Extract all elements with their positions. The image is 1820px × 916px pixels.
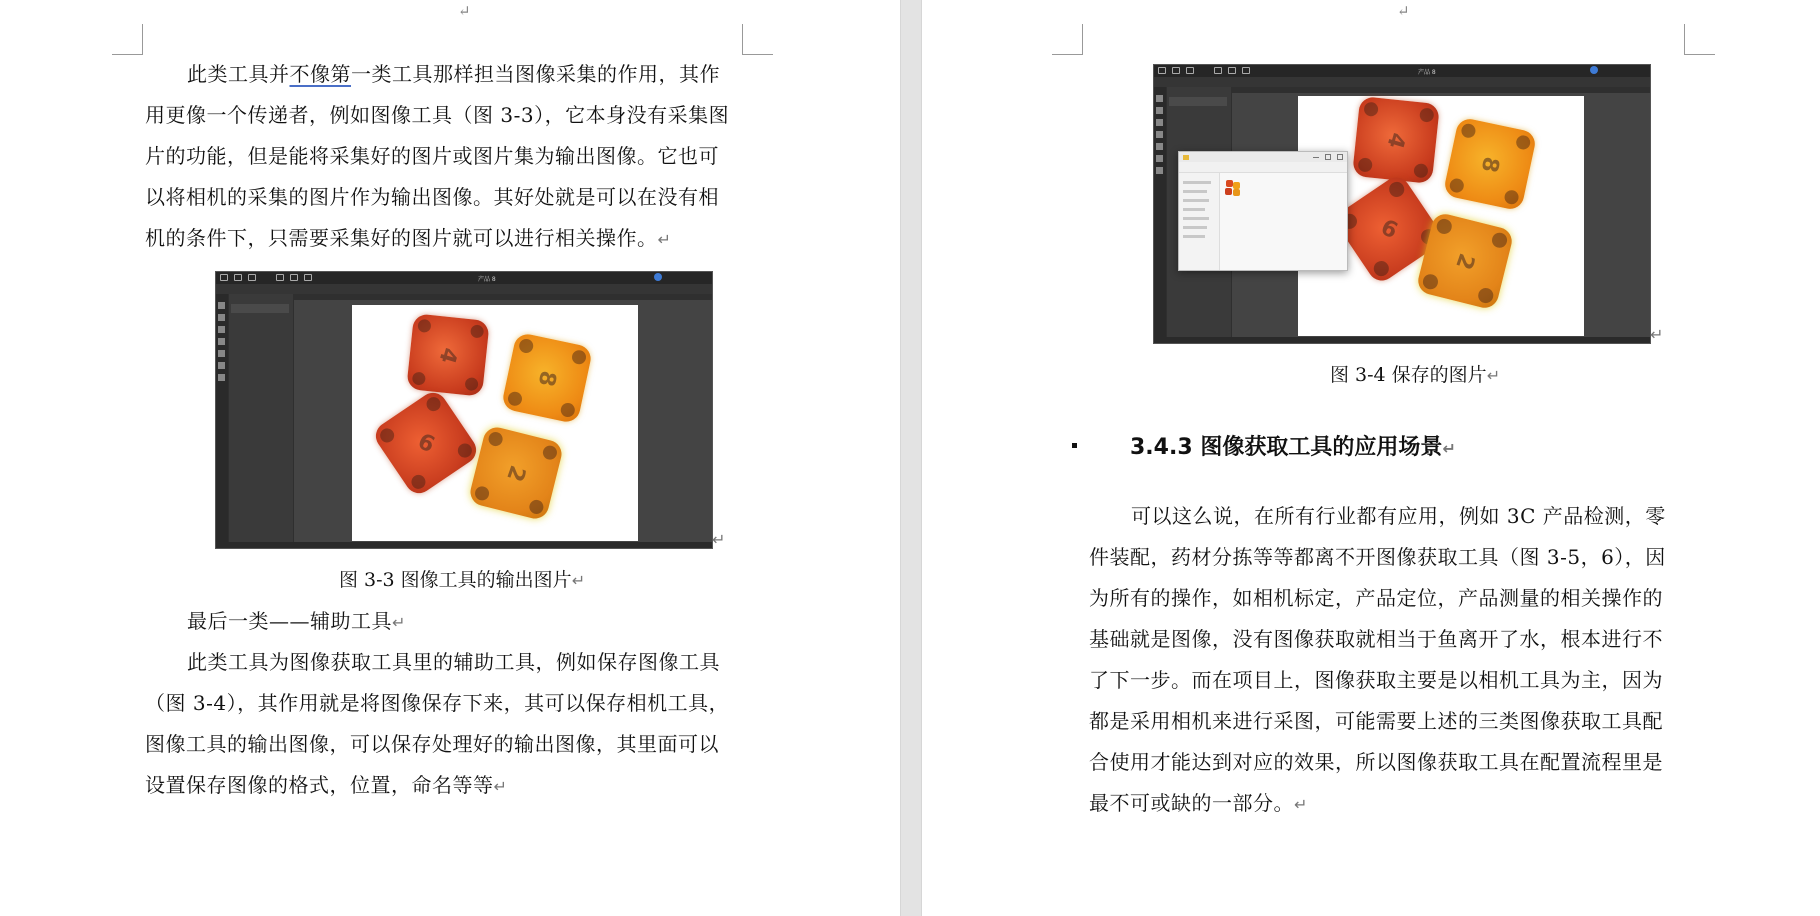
image-icon — [234, 274, 242, 281]
file-explorer-dialog[interactable] — [1178, 151, 1348, 271]
text-line: 最不可或缺的一部分。 — [1089, 791, 1294, 815]
document-page-right — [922, 0, 1820, 916]
dialog-nav-pane — [1179, 173, 1220, 270]
paragraph-mark: ↵ — [493, 777, 508, 796]
text-line: 都是采用相机来进行采图，可能需要上述的三类图像获取工具配 — [1089, 709, 1663, 733]
section-title: 图像获取工具的应用场景 — [1200, 435, 1443, 460]
caption-text: 图 3-3 图像工具的输出图片 — [339, 569, 572, 591]
app-toolbar — [216, 284, 712, 294]
caption-text: 图 3-4 保存的图片 — [1330, 364, 1487, 386]
figure-3-4-screenshot[interactable] — [1153, 64, 1651, 344]
die-4: 4 — [406, 313, 490, 397]
crop-mark-top-left — [1052, 24, 1083, 55]
text-line: 此类工具为图像获取工具里的辅助工具，例如保存图像工具 — [187, 650, 720, 674]
user-avatar-icon — [1590, 66, 1598, 74]
window-title: 产品 8 — [478, 276, 496, 283]
text-line: 合使用才能达到对应的效果，所以图像获取工具在配置流程里是 — [1089, 750, 1663, 774]
die-6: 6 — [370, 387, 481, 498]
output-image — [352, 305, 638, 541]
text-line: 设置保存图像的格式，位置，命名等等 — [145, 773, 494, 797]
saved-image-thumbnail[interactable] — [1225, 180, 1241, 196]
paragraph-mark: ↵ — [1486, 366, 1501, 385]
folder-icon — [1183, 155, 1189, 160]
window-title: 产品 8 — [1418, 69, 1436, 76]
text-line: 了下一步。而在项目上，图像获取主要是以相机工具为主，因为 — [1089, 668, 1663, 692]
die-8: 8 — [1443, 117, 1538, 212]
paragraph-mark: ↵ — [657, 230, 672, 249]
text-line: 以将相机的采集的图片作为输出图像。其好处就是可以在没有相 — [145, 185, 719, 209]
text-line: 最后一类——辅助工具 — [187, 609, 392, 633]
play-icon — [276, 274, 284, 281]
tool-icon — [1156, 155, 1163, 162]
tool-icon — [218, 314, 225, 321]
heading-bullet — [1072, 443, 1077, 448]
tool-icon — [218, 350, 225, 357]
play-icon — [1214, 67, 1222, 74]
paragraph-auxiliary-heading[interactable] — [187, 601, 406, 642]
paragraph-application-scenarios[interactable] — [1089, 496, 1666, 824]
die-2: 2 — [468, 425, 565, 522]
document-page-left — [0, 0, 900, 916]
image-viewport[interactable] — [294, 300, 712, 542]
text-line: 机的条件下，只需要采集好的图片就可以进行相关操作。 — [145, 226, 658, 250]
process-item[interactable] — [1169, 97, 1227, 106]
crop-mark-top-left — [112, 24, 143, 55]
text-line: 用更像一个传递者，例如图像工具（图 3-3），它本身没有采集图 — [145, 103, 730, 127]
user-avatar-icon — [654, 273, 662, 281]
stop-icon — [290, 274, 298, 281]
app-tool-sidebar — [1154, 87, 1166, 343]
figure-caption — [339, 565, 585, 592]
section-number: 3.4.3 — [1130, 435, 1193, 460]
process-item[interactable] — [231, 304, 289, 313]
paragraph-mark: ↵ — [458, 2, 471, 20]
tool-icon — [1156, 107, 1163, 114]
dialog-titlebar — [1179, 152, 1347, 162]
loop-icon — [1242, 67, 1250, 74]
text-line: 件装配，药材分拣等等都离不开图像获取工具（图 3-5，6），因 — [1089, 545, 1666, 569]
tool-icon — [1156, 95, 1163, 102]
paragraph-mark: ↵ — [1294, 795, 1308, 814]
camera-icon — [248, 274, 256, 281]
text-run: 此类工具并 — [187, 62, 290, 86]
die-6: 6 — [1332, 172, 1446, 286]
process-panel — [229, 294, 293, 548]
figure-caption — [1330, 360, 1500, 387]
app-statusbar — [1154, 337, 1650, 343]
text-line: 为所有的操作，如相机标定，产品定位，产品测量的相关操作的 — [1089, 586, 1663, 610]
page-gutter — [900, 0, 922, 916]
paragraph-mark: ↵ — [392, 613, 406, 632]
die-4: 4 — [1352, 96, 1440, 184]
tool-icon — [218, 362, 225, 369]
text-line: 基础就是图像，没有图像获取就相当于鱼离开了水，根本进行不 — [1089, 627, 1663, 651]
stop-icon — [1228, 67, 1236, 74]
menu-icon — [220, 274, 228, 281]
loop-icon — [304, 274, 312, 281]
paragraph-mark: ↵ — [1442, 439, 1456, 458]
crop-mark-top-right — [1684, 24, 1715, 55]
app-statusbar — [216, 542, 712, 548]
tool-icon — [218, 326, 225, 333]
tool-icon — [218, 302, 225, 309]
paragraph-mark: ↵ — [1397, 2, 1410, 20]
paragraph-auxiliary-tools[interactable] — [145, 642, 729, 806]
app-tool-sidebar — [216, 294, 228, 548]
tool-icon — [1156, 143, 1163, 150]
text-run: 一类工具那样担当图像采集的作用，其作 — [351, 62, 720, 86]
section-heading[interactable] — [1130, 430, 1456, 461]
text-line: 可以这么说，在所有行业都有应用，例如 3C 产品检测，零 — [1131, 504, 1666, 528]
minimize-icon[interactable] — [1313, 157, 1319, 158]
app-titlebar — [216, 272, 712, 284]
crop-mark-top-right — [742, 24, 773, 55]
figure-3-3-screenshot[interactable] — [215, 271, 713, 549]
underlined-text-run: 不像第 — [289, 62, 351, 86]
paragraph-mark: ↵ — [712, 530, 726, 549]
tool-icon — [1156, 167, 1163, 174]
maximize-icon[interactable] — [1325, 154, 1331, 160]
menu-icon — [1158, 67, 1166, 74]
image-icon — [1172, 67, 1180, 74]
dialog-toolbar — [1179, 162, 1347, 173]
app-titlebar — [1154, 65, 1650, 77]
close-icon[interactable] — [1337, 154, 1343, 160]
paragraph-mark: ↵ — [571, 571, 586, 590]
text-line: 图像工具的输出图像，可以保存处理好的输出图像，其里面可以 — [145, 732, 719, 756]
tool-icon — [1156, 119, 1163, 126]
die-8: 8 — [501, 332, 594, 425]
tool-icon — [218, 374, 225, 381]
text-line: 片的功能，但是能将采集好的图片或图片集为输出图像。它也可 — [145, 144, 719, 168]
app-toolbar — [1154, 77, 1650, 87]
paragraph-mark: ↵ — [1650, 325, 1664, 344]
text-line: （图 3-4），其作用就是将图像保存下来，其可以保存相机工具， — [145, 691, 730, 715]
die-2: 2 — [1415, 211, 1514, 310]
tool-icon — [1156, 131, 1163, 138]
paragraph-tool-description[interactable] — [145, 54, 729, 259]
camera-icon — [1186, 67, 1194, 74]
tool-icon — [218, 338, 225, 345]
